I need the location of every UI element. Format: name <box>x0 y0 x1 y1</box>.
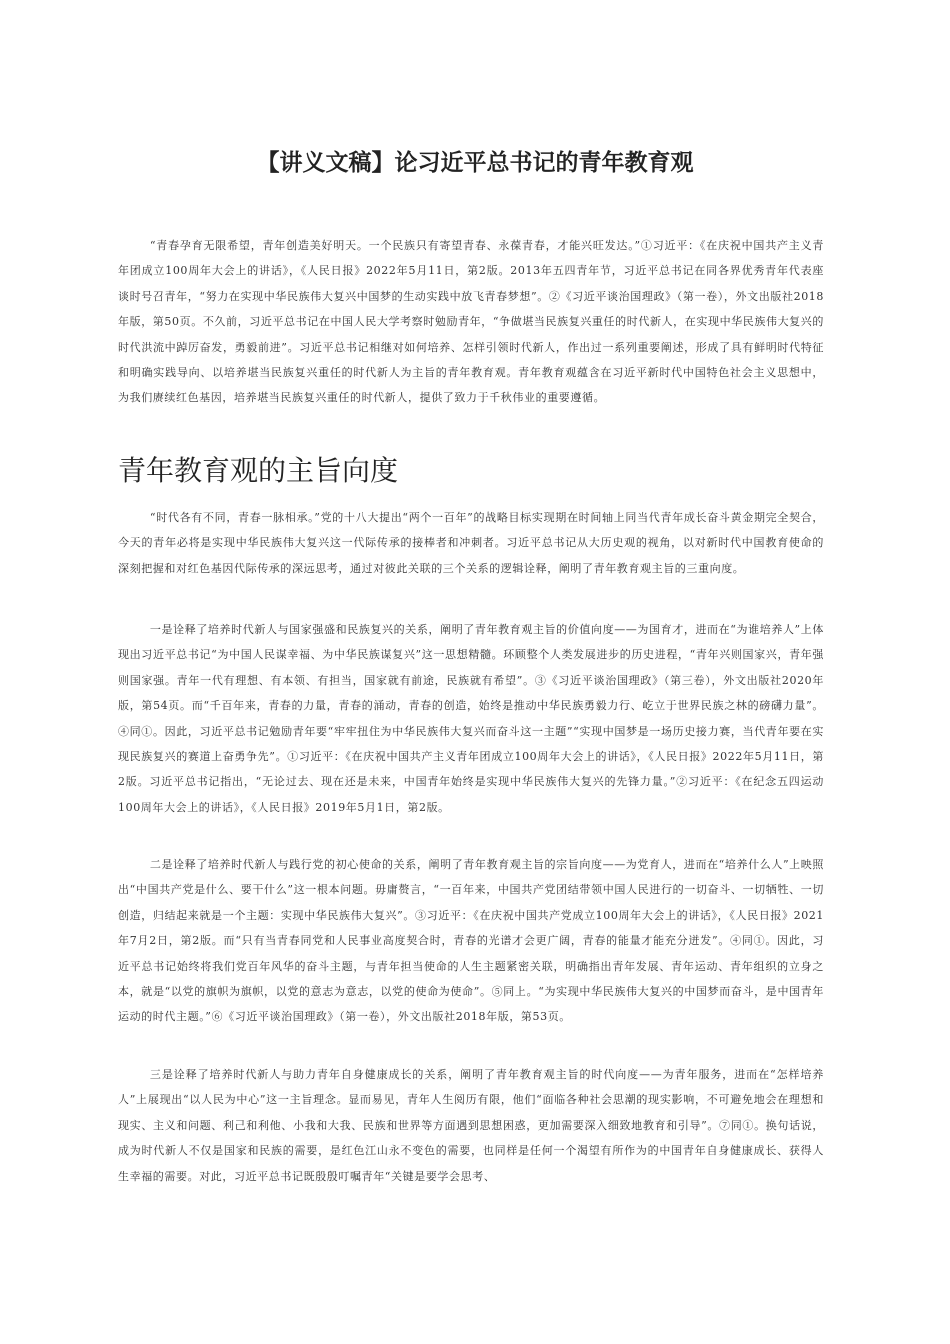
body-paragraph-2: 一是诠释了培养时代新人与国家强盛和民族复兴的关系，阐明了青年教育观主旨的价值向度——为国育才，进而在“为谁培养人”上体现出习近平总书记“为中国人民谋幸福、为中华民族谋复兴”这一思想精髓。环顾整个人类发展进步的历史进程，“青年兴则国家兴，青年强则国家强。青年一代有理想、有本领、有担当，国家就有前途，民族就有希望”。③《习近平谈治国理政》（第三卷），外文出版社2020年版，第54页。而“千百年来，青春的力量，青春的涌动，青春的创造，始终是推动中华民族勇毅力行、屹立于世界民族之林的磅礴力量”。④同①。因此，习近平总书记勉励青年要“牢牢扭住为中华民族伟大复兴而奋斗这一主题”“实现中国梦是一场历史接力赛，当代青年要在实现民族复兴的赛道上奋勇争先”。①习近平：《在庆祝中国共产主义青年团成立100周年大会上的讲话》，《人民日报》2022年5月11日，第2版。习近平总书记指出，“无论过去、现在还是未来，中国青年始终是实现中华民族伟大复兴的先锋力量。”②习近平：《在纪念五四运动100周年大会上的讲话》，《人民日报》2019年5月1日，第2版。 <box>118 623 824 814</box>
intro-paragraph: “青春孕育无限希望，青年创造美好明天。一个民族只有寄望青春、永葆青春，才能兴旺发达。”①习近平：《在庆祝中国共产主义青年团成立100周年大会上的讲话》，《人民日报》2022年5月11日，第2版。2013年五四青年节，习近平总书记在同各界优秀青年代表座谈时号召青年，“努力在实现中华民族伟大复兴中国梦的生动实践中放飞青春梦想”。②《习近平谈治国理政》（第一卷），外文出版社2018年版，第50页。不久前，习近平总书记在中国人民大学考察时勉励青年，“争做堪当民族复兴重任的时代新人，在实现中华民族伟大复兴的时代洪流中踔厉奋发，勇毅前进”。习近平总书记相继对如何培养、怎样引领时代新人，作出过一系列重要阐述，形成了具有鲜明时代特征和明确实践导向、以培养堪当民族复兴重任的时代新人为主旨的青年教育观。青年教育观蕴含在习近平新时代中国特色社会主义思想中，为我们赓续红色基因，培养堪当民族复兴重任的时代新人，提供了致力于千秋伟业的重要遵循。 <box>118 239 824 405</box>
body-paragraph-1: “时代各有不同，青春一脉相承。”党的十八大提出“两个一百年”的战略目标实现期在时间轴上同当代青年成长奋斗黄金期完全契合，今天的青年必将是实现中华民族伟大复兴这一代际传承的接棒者和冲刺者。习近平总书记从大历史观的视角，以对新时代中国教育使命的深刻把握和对红色基因代际传承的深远思考，通过对彼此关联的三个关系的逻辑诠释，阐明了青年教育观主旨的三重向度。 <box>118 511 824 575</box>
document-title: 【讲义文稿】论习近平总书记的青年教育观 <box>256 150 694 176</box>
section-heading: 青年教育观的主旨向度 <box>118 454 399 487</box>
body-paragraph-4: 三是诠释了培养时代新人与助力青年自身健康成长的关系，阐明了青年教育观主旨的时代向度——为青年服务，进而在“怎样培养人”上展现出“以人民为中心”这一主旨理念。显而易见，青年人生阅历有限，他们“面临各种社会思潮的现实影响，不可避免地会在理想和现实、主义和问题、利己和利他、小我和大我、民族和世界等方面遇到思想困惑，更加需要深入细致地教育和引导”。⑦同①。换句话说，成为时代新人不仅是国家和民族的需要，是红色江山永不变色的需要，也同样是任何一个渴望有所作为的中国青年自身健康成长、获得人生幸福的需要。对此，习近平总书记既殷殷叮嘱青年“关键是要学会思考、 <box>118 1068 824 1183</box>
body-paragraph-3: 二是诠释了培养时代新人与践行党的初心使命的关系，阐明了青年教育观主旨的宗旨向度——为党育人，进而在“培养什么人”上映照出“中国共产党是什么、要干什么”这一根本问题。毋庸赘言，“一百年来，中国共产党团结带领中国人民进行的一切奋斗、一切牺牲、一切创造，归结起来就是一个主题：实现中华民族伟大复兴”。③习近平：《在庆祝中国共产党成立100周年大会上的讲话》，《人民日报》2021年7月2日，第2版。而“只有当青春同党和人民事业高度契合时，青春的光谱才会更广阔，青春的能量才能充分迸发”。④同①。因此，习近平总书记始终将我们党百年风华的奋斗主题，与青年担当使命的人生主题紧密关联，明确指出青年发展、青年运动、青年组织的立身之本，就是“以党的旗帜为旗帜，以党的意志为意志，以党的使命为使命”。⑤同上。“为实现中华民族伟大复兴的中国梦而奋斗，是中国青年运动的时代主题。”⑥《习近平谈治国理政》（第一卷），外文出版社2018年版，第53页。 <box>118 858 824 1024</box>
